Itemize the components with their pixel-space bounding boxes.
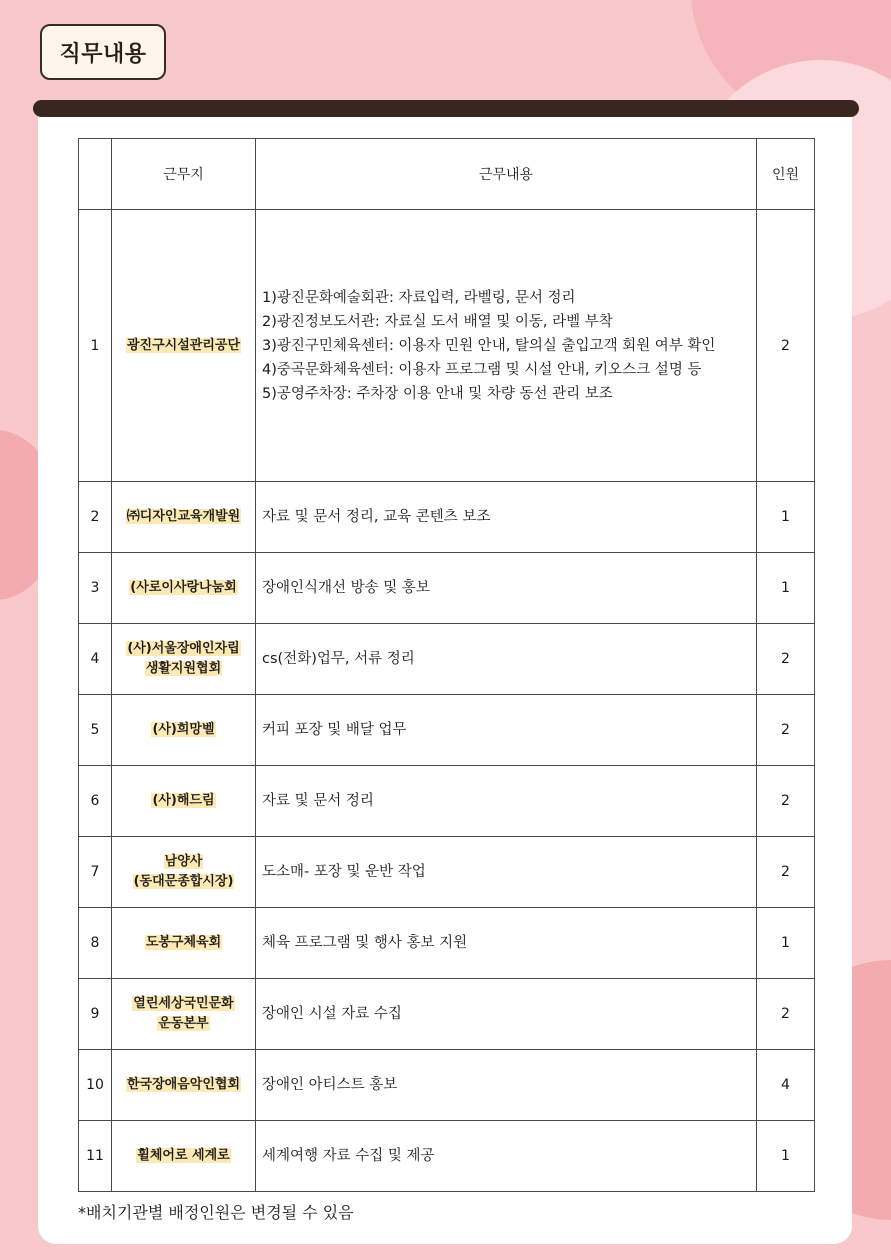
table-row bbox=[79, 766, 815, 837]
workplace-name: 운동본부 bbox=[158, 1016, 209, 1031]
workplace-cell bbox=[112, 482, 256, 553]
headcount: 1 bbox=[757, 908, 815, 979]
table-header-row bbox=[79, 139, 815, 210]
duty-cell bbox=[256, 1121, 757, 1192]
duty-text: 도소매- 포장 및 운반 작업 bbox=[262, 864, 426, 880]
page-title: 직무내용 bbox=[40, 24, 166, 80]
column-header-no bbox=[79, 139, 112, 210]
column-header-place: 근무지 bbox=[112, 139, 256, 210]
duty-text: 장애인식개선 방송 및 홍보 bbox=[262, 580, 430, 596]
row-number: 9 bbox=[79, 979, 112, 1050]
headcount: 4 bbox=[757, 1050, 815, 1121]
row-number: 5 bbox=[79, 695, 112, 766]
table-row bbox=[79, 908, 815, 979]
job-table bbox=[78, 138, 815, 1192]
table-row bbox=[79, 210, 815, 482]
header-bar bbox=[33, 100, 859, 117]
workplace-name: 생활지원협회 bbox=[145, 661, 222, 676]
workplace-cell bbox=[112, 210, 256, 482]
workplace-name: (동대문종합시장) bbox=[133, 874, 234, 889]
table-row bbox=[79, 837, 815, 908]
duty-text: 3)광진구민체육센터: 이용자 민원 안내, 탈의실 출입고객 회원 여부 확인 bbox=[262, 337, 716, 354]
duty-text: 자료 및 문서 정리 bbox=[262, 793, 374, 809]
duty-cell bbox=[256, 695, 757, 766]
column-header-count: 인원 bbox=[757, 139, 815, 210]
footnote: *배치기관별 배정인원은 변경될 수 있음 bbox=[78, 1203, 354, 1222]
row-number: 11 bbox=[79, 1121, 112, 1192]
table-row bbox=[79, 553, 815, 624]
duty-text: 자료 및 문서 정리, 교육 콘텐츠 보조 bbox=[262, 509, 491, 525]
table-row bbox=[79, 624, 815, 695]
duty-cell bbox=[256, 1050, 757, 1121]
workplace-name: 휠체어로 세계로 bbox=[137, 1148, 230, 1163]
workplace-cell bbox=[112, 624, 256, 695]
workplace-cell bbox=[112, 766, 256, 837]
workplace-cell bbox=[112, 908, 256, 979]
workplace-name: 도봉구체육회 bbox=[145, 935, 222, 950]
headcount: 2 bbox=[757, 210, 815, 482]
duty-cell bbox=[256, 837, 757, 908]
duty-cell bbox=[256, 624, 757, 695]
duty-text: 1)광진문화예술회관: 자료입력, 라벨링, 문서 정리 bbox=[262, 289, 576, 306]
duty-text: 4)중곡문화체육센터: 이용자 프로그램 및 시설 안내, 키오스크 설명 등 bbox=[262, 361, 702, 378]
workplace-cell bbox=[112, 837, 256, 908]
workplace-name: 한국장애음악인협회 bbox=[126, 1077, 241, 1092]
workplace-name: 광진구시설관리공단 bbox=[126, 337, 241, 353]
row-number: 10 bbox=[79, 1050, 112, 1121]
row-number: 7 bbox=[79, 837, 112, 908]
workplace-name: (사)희망벨 bbox=[152, 722, 215, 737]
workplace-name: (사)서울장애인자립 bbox=[127, 641, 240, 656]
duty-text: 장애인 시설 자료 수집 bbox=[262, 1006, 402, 1022]
table-row bbox=[79, 695, 815, 766]
workplace-cell bbox=[112, 1121, 256, 1192]
workplace-cell bbox=[112, 553, 256, 624]
duty-cell bbox=[256, 908, 757, 979]
headcount: 1 bbox=[757, 553, 815, 624]
table-row bbox=[79, 1050, 815, 1121]
workplace-name: ㈜디자인교육개발원 bbox=[126, 509, 241, 524]
table-row bbox=[79, 482, 815, 553]
duty-text: 2)광진정보도서관: 자료실 도서 배열 및 이동, 라벨 부착 bbox=[262, 313, 613, 330]
workplace-name: 남양사 bbox=[164, 854, 203, 869]
table-row bbox=[79, 1121, 815, 1192]
headcount: 2 bbox=[757, 837, 815, 908]
duty-cell bbox=[256, 210, 757, 482]
duty-text: 체육 프로그램 및 행사 홍보 지원 bbox=[262, 935, 468, 951]
workplace-name: 열린세상국민문화 bbox=[133, 996, 234, 1011]
row-number: 6 bbox=[79, 766, 112, 837]
headcount: 2 bbox=[757, 624, 815, 695]
duty-text: cs(전화)업무, 서류 정리 bbox=[262, 651, 415, 667]
headcount: 2 bbox=[757, 979, 815, 1050]
workplace-cell bbox=[112, 979, 256, 1050]
headcount: 2 bbox=[757, 695, 815, 766]
workplace-name: (사)해드림 bbox=[152, 793, 215, 808]
column-header-duty: 근무내용 bbox=[256, 139, 757, 210]
row-number: 4 bbox=[79, 624, 112, 695]
duty-cell bbox=[256, 979, 757, 1050]
workplace-cell bbox=[112, 1050, 256, 1121]
row-number: 2 bbox=[79, 482, 112, 553]
duty-text: 5)공영주차장: 주차장 이용 안내 및 차량 동선 관리 보조 bbox=[262, 385, 613, 402]
content-card bbox=[38, 108, 852, 1244]
duty-cell bbox=[256, 553, 757, 624]
headcount: 1 bbox=[757, 1121, 815, 1192]
row-number: 8 bbox=[79, 908, 112, 979]
headcount: 1 bbox=[757, 482, 815, 553]
duty-text: 세계여행 자료 수집 및 제공 bbox=[262, 1148, 435, 1164]
duty-cell bbox=[256, 482, 757, 553]
row-number: 3 bbox=[79, 553, 112, 624]
duty-text: 장애인 아티스트 홍보 bbox=[262, 1077, 398, 1093]
workplace-name: (사로이사랑나눔회 bbox=[130, 580, 237, 595]
table-row bbox=[79, 979, 815, 1050]
headcount: 2 bbox=[757, 766, 815, 837]
row-number: 1 bbox=[79, 210, 112, 482]
duty-cell bbox=[256, 766, 757, 837]
duty-text: 커피 포장 및 배달 업무 bbox=[262, 722, 407, 738]
workplace-cell bbox=[112, 695, 256, 766]
table-body bbox=[79, 210, 815, 1192]
